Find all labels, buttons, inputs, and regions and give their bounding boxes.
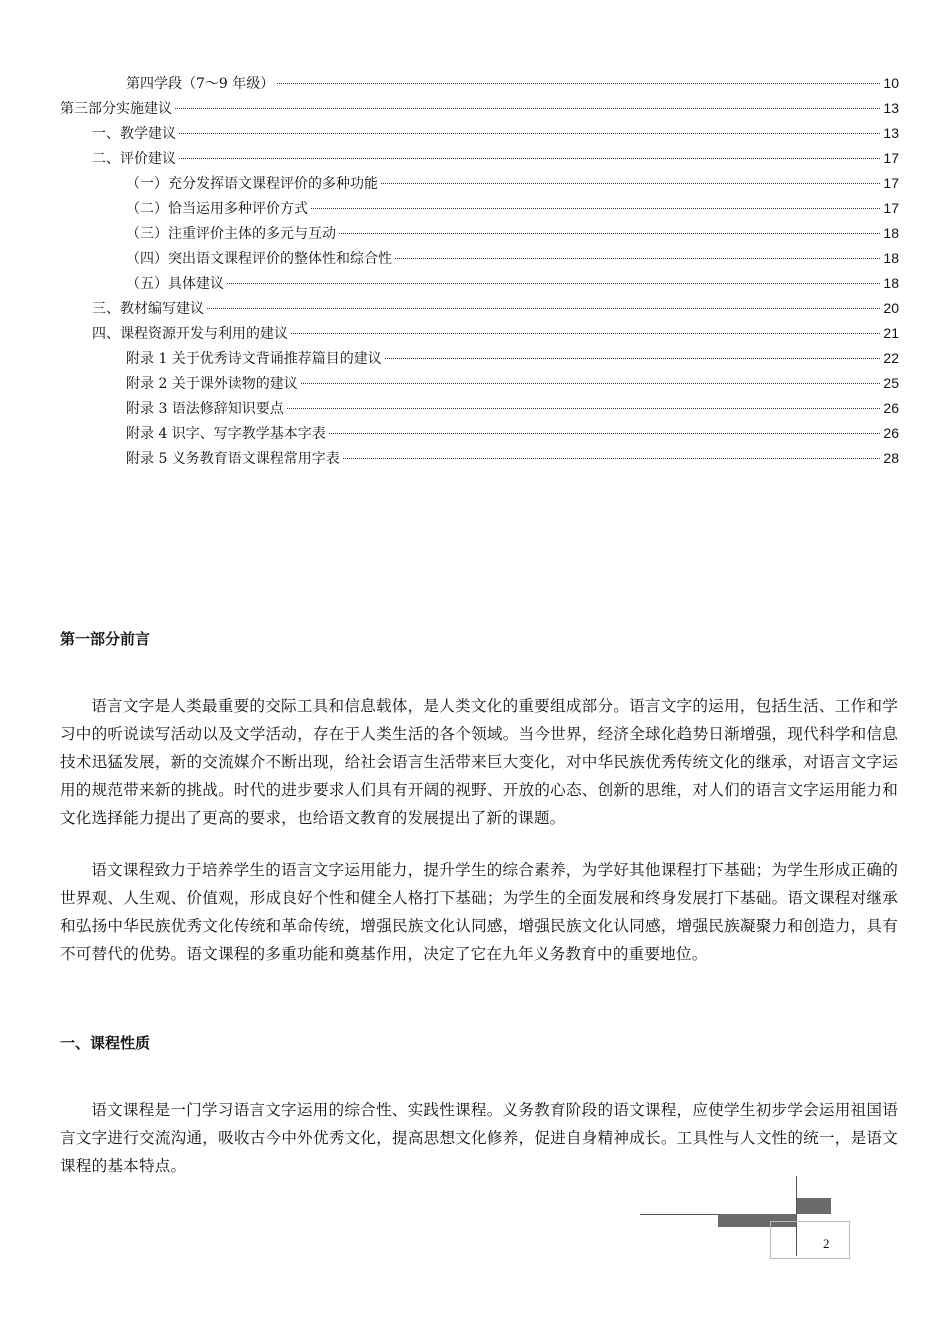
toc-leader-dots — [381, 183, 880, 184]
toc-leader-dots — [311, 208, 880, 209]
toc-entry-page: 17 — [883, 150, 899, 166]
toc-entry[interactable] — [126, 397, 899, 419]
toc-leader-dots — [287, 408, 881, 409]
toc-entry-page: 21 — [883, 325, 899, 341]
toc-entry[interactable] — [126, 447, 899, 469]
toc-entry-title: （一）充分发挥语文课程评价的多种功能 — [126, 176, 378, 192]
toc-entry-page: 26 — [883, 425, 899, 441]
toc-entry-title: 附录 2 关于课外读物的建议 — [126, 376, 298, 392]
toc-entry-page: 18 — [883, 225, 899, 241]
toc-leader-dots — [179, 158, 880, 159]
toc-leader-dots — [339, 233, 880, 234]
toc-leader-dots — [179, 133, 880, 134]
toc-leader-dots — [175, 108, 880, 109]
toc-entry[interactable] — [126, 172, 899, 194]
toc-entry[interactable] — [92, 122, 899, 144]
toc-entry-title: 三、教材编写建议 — [92, 301, 204, 317]
toc-leader-dots — [227, 283, 880, 284]
page-number-box — [770, 1221, 850, 1259]
toc-entry-page: 20 — [883, 300, 899, 316]
toc-entry[interactable] — [92, 297, 899, 319]
toc-leader-dots — [343, 458, 881, 459]
toc-entry-page: 13 — [883, 100, 899, 116]
toc-entry-page: 13 — [883, 125, 899, 141]
toc-entry-page: 25 — [883, 375, 899, 391]
toc-leader-dots — [207, 308, 880, 309]
toc-entry-page: 17 — [883, 175, 899, 191]
toc-entry[interactable] — [126, 422, 899, 444]
toc-entry-page: 18 — [883, 250, 899, 266]
section-heading-preface: 第一部分前言 — [60, 630, 151, 648]
toc-entry-title: 四、课程资源开发与利用的建议 — [92, 326, 288, 342]
toc-entry-title: （五）具体建议 — [126, 276, 224, 292]
toc-entry[interactable] — [126, 347, 899, 369]
course-nature-paragraph: 语文课程是一门学习语言文字运用的综合性、实践性课程。义务教育阶段的语文课程，应使学生初步学会运用祖国语言文字进行交流沟通，吸收古今中外优秀文化，提高思想文化修养，促进自身精神成长。工具性与人文性的统一，是语文课程的基本特点。 — [60, 1101, 898, 1175]
toc-leader-dots — [277, 83, 880, 84]
page-number: 2 — [823, 1236, 830, 1251]
toc-leader-dots — [301, 383, 881, 384]
toc-entry-title: 二、评价建议 — [92, 151, 176, 167]
toc-entry-title: （三）注重评价主体的多元与互动 — [126, 226, 336, 242]
toc-entry-page: 17 — [883, 200, 899, 216]
toc-entry[interactable] — [126, 247, 899, 269]
toc-entry-title: 附录 4 识字、写字教学基本字表 — [126, 426, 326, 442]
toc-entry-title: 附录 5 义务教育语文课程常用字表 — [126, 451, 340, 467]
toc-entry-title: 附录 1 关于优秀诗文背诵推荐篇目的建议 — [126, 351, 382, 367]
toc-leader-dots — [291, 333, 880, 334]
footer-decor-bar — [797, 1198, 831, 1214]
preface-paragraph: 语言文字是人类最重要的交际工具和信息载体，是人类文化的重要组成部分。语言文字的运用，包括生活、工作和学习中的听说读写活动以及文学活动，存在于人类生活的各个领域。当今世界，经济全球化趋势日渐增强，现代科学和信息技术迅猛发展，新的交流媒介不断出现，给社会语言生活带来巨大变化，对中华民族优秀传统文化的继承，对语言文字运用的规范带来新的挑战。时代的进步要求人们具有开阔的视野、开放的心态、创新的思维，对人们的语言文字运用能力和文化选择能力提出了更高的要求，也给语文教育的发展提出了新的课题。 — [60, 697, 898, 827]
toc-entry[interactable] — [126, 272, 899, 294]
toc-leader-dots — [329, 433, 881, 434]
toc-entry-page: 22 — [883, 350, 899, 366]
section-heading-course-nature: 一、课程性质 — [60, 1034, 151, 1052]
toc-entry[interactable] — [92, 322, 899, 344]
toc-entry[interactable] — [60, 97, 899, 119]
toc-entry-page: 26 — [883, 400, 899, 416]
toc-entry[interactable] — [92, 147, 899, 169]
toc-entry-title: 一、教学建议 — [92, 126, 176, 142]
toc-entry-page: 28 — [883, 450, 899, 466]
toc-leader-dots — [395, 258, 880, 259]
toc-entry-title: 附录 3 语法修辞知识要点 — [126, 401, 284, 417]
toc-entry[interactable] — [126, 222, 899, 244]
toc-entry-title: （二）恰当运用多种评价方式 — [126, 201, 308, 217]
toc-leader-dots — [385, 358, 881, 359]
toc-entry[interactable] — [126, 372, 899, 394]
toc-entry-title: （四）突出语文课程评价的整体性和综合性 — [126, 251, 392, 267]
toc-entry[interactable] — [126, 72, 899, 94]
toc-entry-title: 第三部分实施建议 — [60, 101, 172, 117]
toc-entry-title: 第四学段（7～9 年级） — [126, 76, 275, 92]
preface-paragraph: 语文课程致力于培养学生的语言文字运用能力，提升学生的综合素养，为学好其他课程打下基础；为学生形成正确的世界观、人生观、价值观，形成良好个性和健全人格打下基础；为学生的全面发展和终身发展打下基础。语文课程对继承和弘扬中华民族优秀文化传统和革命传统，增强民族文化认同感，增强民族文化认同感，增强民族凝聚力和创造力，具有不可替代的优势。语文课程的多重功能和奠基作用，决定了它在九年义务教育中的重要地位。 — [60, 861, 898, 963]
toc-entry-page: 10 — [883, 75, 899, 91]
toc-entry[interactable] — [126, 197, 899, 219]
toc-entry-page: 18 — [883, 275, 899, 291]
